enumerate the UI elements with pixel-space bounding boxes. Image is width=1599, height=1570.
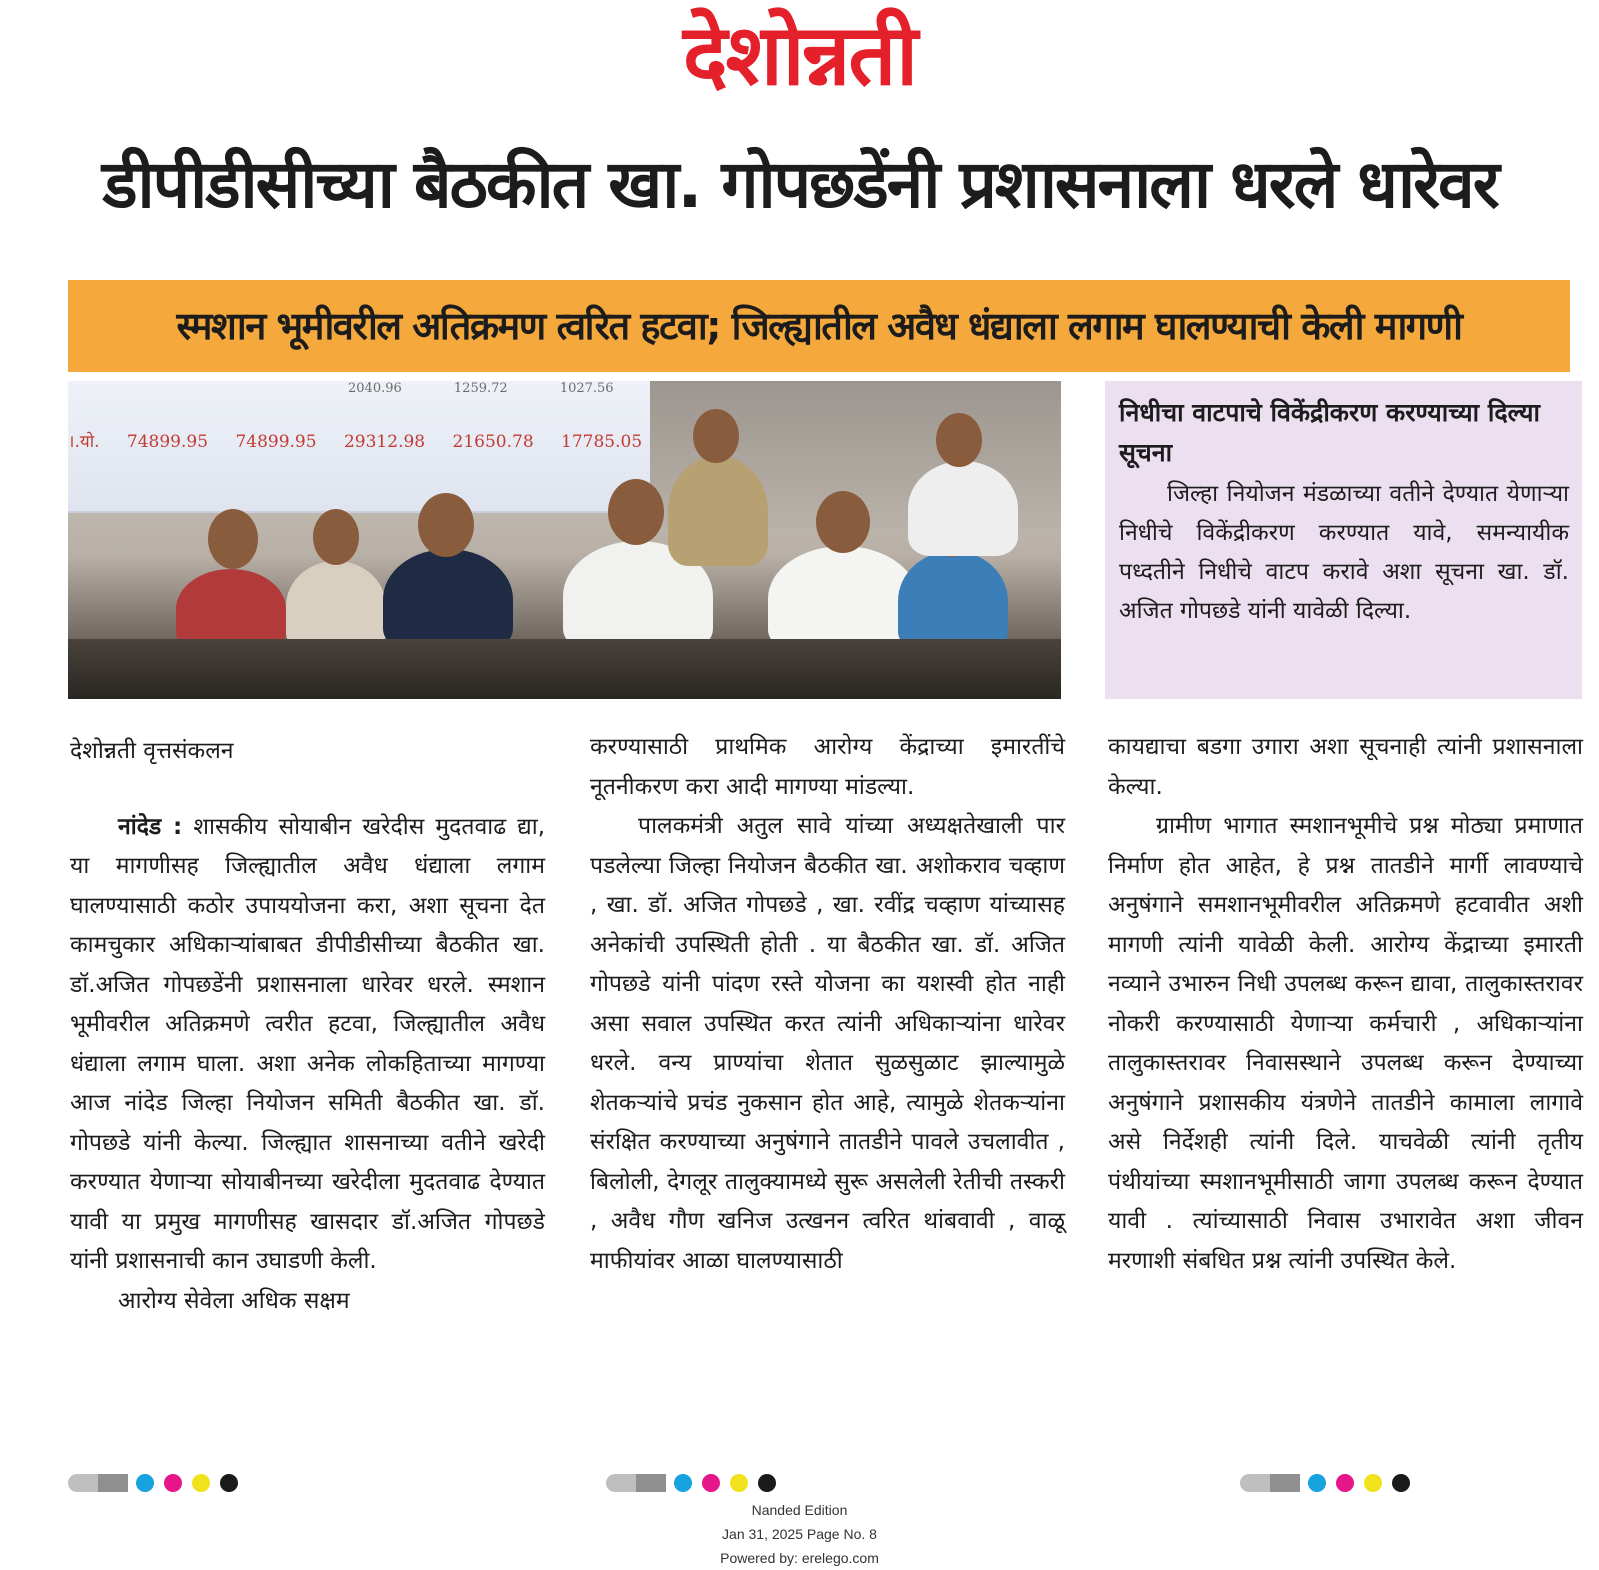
screen-top-row	[348, 381, 662, 396]
edition-name: Nanded Edition	[751, 1502, 848, 1518]
registration-cyan-dot	[674, 1474, 692, 1492]
dateline: नांदेड :	[118, 813, 183, 840]
sidebar-body: जिल्हा नियोजन मंडळाच्या वतीने देण्यात येणाऱ्या निधीचे विकेंद्रीकरण करण्यात यावे, समन्यायीक पध्दतीने निधीचे वाटप करावे अशा सूचना खा. डॉ. अजित गोपछडे यांनी यावेळी दिल्या.	[1119, 481, 1569, 624]
screen-row-value: 74899.95	[126, 432, 209, 452]
person-head	[816, 491, 870, 553]
headline: डीपीडीसीच्या बैठकीत खा. गोपछडेंनी प्रशासनाला धरले धारेवर	[102, 146, 1498, 223]
article-paragraph: ग्रामीण भागात स्मशानभूमीचे प्रश्न मोठ्या प्रमाणात निर्माण होत आहेत, हे प्रश्न तातडीने मार्गी लावण्याचे अनुषंगाने समशानभूमीवरील अतिक्रमणे हटवावीत अशी मागणी त्यांनी यावेळी केली. आरोग्य केंद्राच्या इमारती नव्याने उभारुन निधी उपलब्ध करून द्यावा, तालुकास्तरावर नोकरी करण्यासाठी येणाऱ्या कर्मचारी , अधिकाऱ्यांना तालुकास्तरावर निवासस्थाने उपलब्ध करून देण्याच्या अनुषंगाने प्रशासकीय यंत्रणेने तातडीने कामाला लागावे असे निर्देशही त्यांनी दिले. याचवेळी त्यांनी तृतीय पंथीयांच्या स्मशानभूमीसाठी जागा उपलब्ध करून देण्यात यावी . त्यांच्यासाठी निवास उभारावेत अशा जीवन मरणाशी संबधित प्रश्न त्यांनी उपस्थित केले.	[1108, 813, 1583, 1274]
person-figure	[898, 551, 1008, 651]
registration-marks-right	[1240, 1474, 1430, 1492]
paragraph-text: शासकीय सोयाबीन खरेदीस मुदतवाढ द्या, या मागणीसह जिल्ह्यातील अवैध धंद्याला लगाम घालण्यासाठी कठोर उपाययोजना करा, अशा सूचना देत कामचुकार अधिकाऱ्यांबाबत डीपीडीसीच्या बैठकीत खा. डॉ.अजित गोपछडेंनी प्रशासनाला धारेवर धरले. स्मशान भूमीवरील अतिक्रमणे त्वरीत हटवा, जिल्ह्यातील अवैध धंद्याला लगाम घाला. अशा अनेक लोकहिताच्या मागण्या आज नांदेड जिल्हा नियोजन समिती बैठकीत खा. डॉ. गोपछडे यांनी केल्या. जिल्ह्यात शासनाच्या वतीने खरेदी करण्यात येणाऱ्या सोयाबीनच्या खरेदीला मुदतवाढ देण्यात यावी या प्रमुख मागणीसह खासदार डॉ.अजित गोपछडे यांनी प्रशासनाची कान उघाडणी केली.	[70, 813, 546, 1274]
registration-gray-bar	[606, 1474, 666, 1492]
person-head	[936, 413, 982, 467]
registration-yellow-dot	[1364, 1474, 1382, 1492]
person-head	[608, 479, 664, 545]
registration-cyan-dot	[1308, 1474, 1326, 1492]
article-paragraph: आरोग्य सेवेला अधिक सक्षम	[118, 1287, 350, 1314]
person-head	[693, 409, 739, 463]
registration-black-dot	[1392, 1474, 1410, 1492]
person-figure	[908, 461, 1018, 556]
powered-by-link[interactable]: Powered by: erelego.com	[720, 1550, 879, 1566]
registration-magenta-dot	[1336, 1474, 1354, 1492]
article-column-3	[1108, 728, 1583, 1281]
masthead-logo: देशोन्नती	[683, 6, 916, 104]
registration-gray-bar	[68, 1474, 128, 1492]
sidebar-title: निधीचा वाटपाचे विकेंद्रीकरण करण्याच्या दिल्या सूचना	[1119, 398, 1541, 467]
screen-row-value: 74899.95	[235, 432, 317, 452]
screen-top-value: 2040.96	[348, 381, 402, 396]
article-paragraph: पालकमंत्री अतुल सावे यांच्या अध्यक्षतेखाली पार पडलेल्या जिल्हा नियोजन बैठकीत खा. अशोकराव चव्हाण , खा. डॉ. अजित गोपछडे , खा. रवींद्र चव्हाण यांच्यासह अनेकांची उपस्थिती होती . या बैठकीत खा. डॉ. अजित गोपछडे यांनी पांदण रस्ते योजना का यशस्वी होत नाही असा सवाल उपस्थित करत त्यांनी अधिकाऱ्यांना धारेवर धरले. वन्य प्राण्यांचा शेतात सुळसुळाट झाल्यामुळे शेतकऱ्यांचे प्रचंड नुकसान होत आहे, त्यामुळे शेतकऱ्यांना संरक्षित करण्याच्या अनुषंगाने तातडीने पावले उचलावीत , बिलोली, देगलूर तालुक्यामध्ये सुरू असलेली रेतीची तस्करी , अवैध गौण खनिज उत्खनन त्वरित थांबवावी , वाळू माफीयांवर आळा घालण्यासाठी	[590, 813, 1065, 1274]
edition-date-page: Jan 31, 2025 Page No. 8	[722, 1526, 877, 1542]
person-figure	[176, 569, 286, 649]
screen-top-value: 1259.72	[453, 381, 508, 396]
registration-yellow-dot	[730, 1474, 748, 1492]
person-figure	[383, 549, 513, 649]
registration-black-dot	[220, 1474, 238, 1492]
byline: देशोन्नती वृत्तसंकलन	[70, 738, 234, 764]
registration-yellow-dot	[192, 1474, 210, 1492]
meeting-photo	[68, 381, 1061, 699]
subheadline-banner	[68, 280, 1570, 372]
article-column-1	[70, 732, 545, 1321]
screen-row-value: 17785.05	[561, 432, 643, 452]
person-figure	[668, 456, 768, 566]
person-head	[418, 493, 474, 557]
edition-footer	[0, 1498, 1599, 1570]
person-head	[313, 509, 359, 565]
screen-row-label: ।.यो.	[68, 432, 100, 452]
projector-screen	[68, 381, 650, 513]
subheadline-text: स्मशान भूमीवरील अतिक्रमण त्वरित हटवा; जिल्ह्यातील अवैध धंद्याला लगाम घालण्याची केली मागणी	[176, 304, 1462, 348]
article-paragraph: कायद्याचा बडगा उगारा अशा सूचनाही त्यांनी प्रशासनाला केल्या.	[1108, 734, 1583, 800]
sidebar-box	[1105, 381, 1582, 699]
article-column-2	[590, 728, 1065, 1281]
person-figure	[286, 561, 386, 651]
person-head	[208, 509, 258, 569]
registration-magenta-dot	[164, 1474, 182, 1492]
registration-magenta-dot	[702, 1474, 720, 1492]
registration-cyan-dot	[136, 1474, 154, 1492]
registration-black-dot	[758, 1474, 776, 1492]
article-paragraph	[70, 808, 545, 1282]
article-paragraph: करण्यासाठी प्राथमिक आरोग्य केंद्राच्या इमारतींचे नूतनीकरण करा आदी मागण्या मांडल्या.	[590, 734, 1065, 800]
screen-row-value: 29312.98	[343, 432, 426, 452]
screen-data-row	[68, 427, 650, 457]
registration-marks-center	[606, 1474, 796, 1492]
conference-table	[68, 639, 1061, 699]
registration-marks-left	[68, 1474, 258, 1492]
screen-row-value: 21650.78	[452, 432, 534, 452]
person-figure	[768, 546, 918, 651]
screen-top-value: 1027.56	[559, 381, 614, 396]
registration-gray-bar	[1240, 1474, 1300, 1492]
